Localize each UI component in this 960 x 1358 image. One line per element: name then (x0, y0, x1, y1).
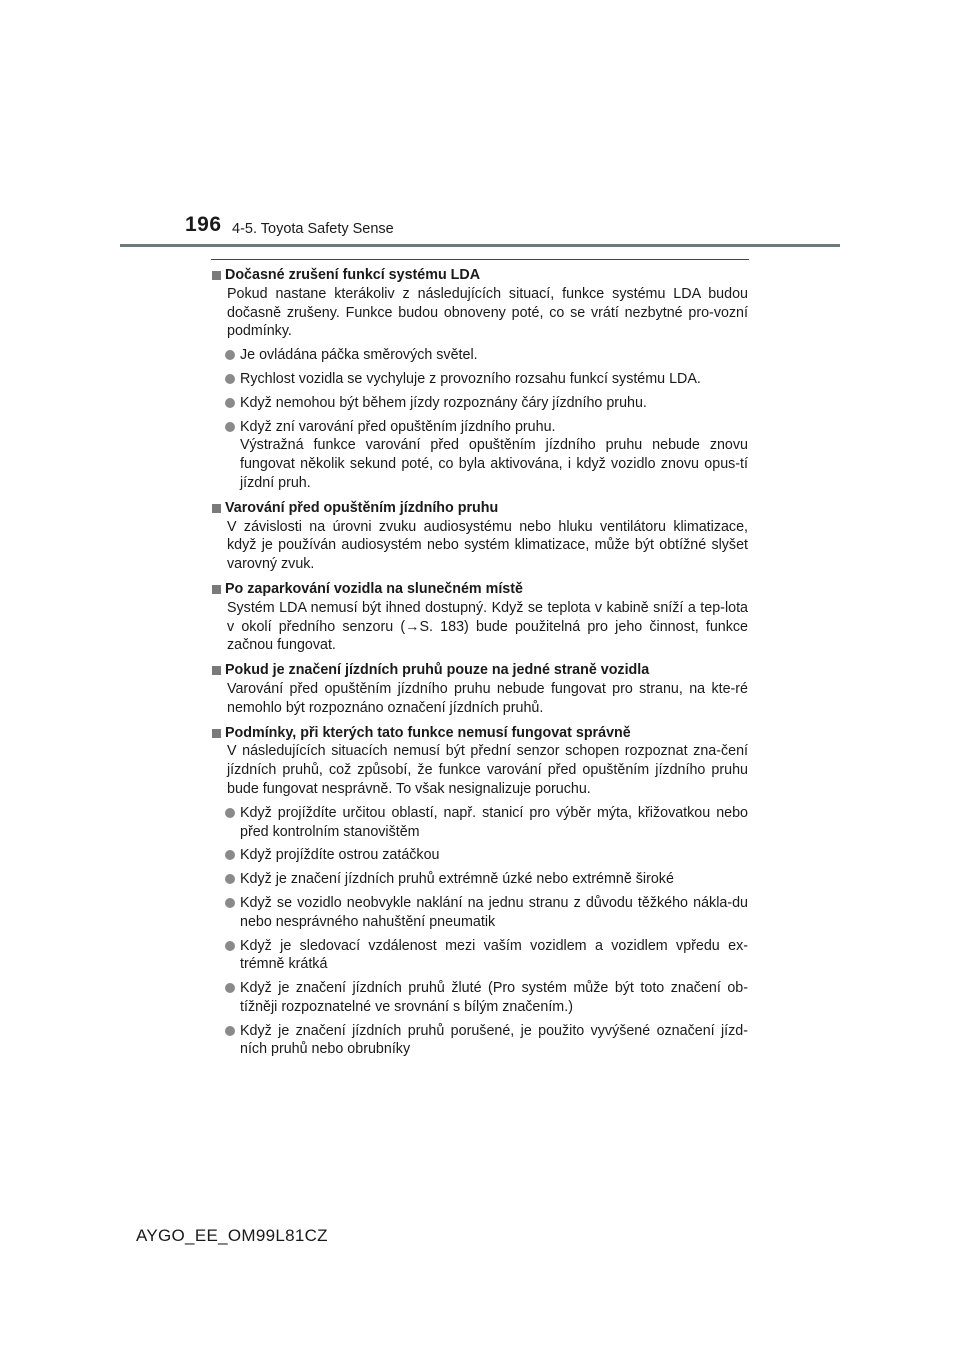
list-item (211, 870, 748, 889)
list-item-text: Když nemohou být během jízdy rozpoznány čáry jízdního pruhu. (240, 394, 647, 411)
list-item-text: Když se vozidlo neobvykle naklání na jednu stranu z důvodu těžkého nákla-du nebo nesprávného nahuštění pneumatik (240, 894, 748, 930)
content-section (211, 266, 748, 493)
list-item (211, 979, 748, 1017)
section-heading-text: Dočasné zrušení funkcí systému LDA (225, 267, 481, 283)
list-item (211, 937, 748, 975)
footer-code: AYGO_EE_OM99L81CZ (136, 1226, 328, 1245)
content-section (211, 499, 748, 574)
section-title: 4-5. Toyota Safety Sense (232, 221, 394, 237)
square-bullet-icon (212, 729, 221, 738)
square-bullet-icon (212, 271, 221, 280)
list-item (211, 346, 748, 365)
section-paragraph: Varování před opuštěním jízdního pruhu nebude fungovat pro stranu, na kte-ré nemohlo být rozpoznáno označení jízdních pruhů. (227, 680, 748, 716)
list-item (211, 894, 748, 932)
bullet-list (211, 804, 748, 1060)
list-item-text: Když projíždíte určitou oblastí, např. stanicí pro výběr mýta, křižovatkou nebo před kontrolním stanovištěm (240, 804, 748, 840)
list-item (211, 804, 748, 842)
section-heading (211, 266, 748, 285)
circle-bullet-icon (225, 808, 235, 818)
list-item-text: Když je značení jízdních pruhů extrémně úzké nebo extrémně široké (240, 871, 674, 888)
list-item (211, 846, 748, 865)
header-rule (120, 244, 840, 247)
square-bullet-icon (212, 585, 221, 594)
list-item (211, 1022, 748, 1060)
content-section (211, 661, 748, 717)
section-heading-text: Podmínky, při kterých tato funkce nemusí fungovat správně (225, 724, 631, 741)
section-paragraph: V závislosti na úrovni zvuku audiosystému nebo hluku ventilátoru klimatizace, když je používán audiosystém nebo systém klimatizace, může být obtížné slyšet varovný zvuk. (227, 518, 748, 573)
circle-bullet-icon (225, 941, 235, 951)
bullet-list (211, 346, 748, 493)
content-section (211, 580, 748, 655)
list-item-text: Když zní varování před opuštěním jízdního pruhu. Výstražná funkce varování před opuštěním jízdního pruhu nebude znovu fungovat několik sekund poté, co byla aktivována, i když vozidlo znovu opus-tí jízdní pruh. (240, 418, 748, 491)
circle-bullet-icon (225, 422, 235, 432)
list-item (211, 418, 748, 493)
circle-bullet-icon (225, 1026, 235, 1036)
list-item (211, 394, 748, 413)
list-item-text: Když je značení jízdních pruhů žluté (Pro systém může být toto značení ob-tížněji rozpoznatelné ve srovnání s bílým značením.) (240, 980, 748, 1015)
content-top-rule (211, 259, 749, 260)
section-paragraph: Pokud nastane kterákoliv z následujících situací, funkce systému LDA budou dočasně zrušeny. Funkce budou obnoveny poté, co se vrátí nezbytné pro-vozní podmínky. (227, 285, 748, 340)
square-bullet-icon (212, 504, 221, 513)
list-item (211, 370, 748, 389)
section-heading-text: Pokud je značení jízdních pruhů pouze na jedné straně vozidla (225, 662, 650, 679)
list-item-text: Když projíždíte ostrou zatáčkou (240, 847, 440, 864)
section-paragraph: V následujících situacích nemusí být přední senzor schopen rozpoznat zna-čení jízdních pruhů, což způsobí, že funkce varování před opuštěním jízdního pruhu bude fungovat nesprávně. To však nesignalizuje poruchu. (227, 743, 748, 797)
list-item-text: Když je sledovací vzdálenost mezi vaším vozidlem a vozidlem vpředu ex-trémně krátká (240, 937, 748, 973)
circle-bullet-icon (225, 374, 235, 384)
circle-bullet-icon (225, 398, 235, 408)
page-number: 196 (185, 213, 222, 236)
list-item-text: Je ovládána páčka směrových světel. (240, 347, 478, 364)
section-heading (211, 661, 748, 680)
square-bullet-icon (212, 666, 221, 675)
section-heading (211, 580, 748, 599)
circle-bullet-icon (225, 898, 235, 908)
list-item-text: Rychlost vozidla se vychyluje z provozního rozsahu funkcí systému LDA. (240, 370, 701, 387)
section-heading-text: Varování před opuštěním jízdního pruhu (225, 499, 499, 516)
list-item-text: Když je značení jízdních pruhů porušené, je použito vyvýšené označení jízd-ních pruhů nebo obrubníky (240, 1022, 748, 1058)
section-heading (211, 499, 748, 518)
section-heading-text: Po zaparkování vozidla na slunečném místě (225, 580, 523, 597)
content-area (211, 266, 748, 1065)
content-section (211, 724, 748, 1060)
section-paragraph: Systém LDA nemusí být ihned dostupný. Když se teplota v kabině sníží a tep-lota v okolí předního senzoru (→S. 183) bude použitelná pro jeho činnost, funkce začnou fungovat. (227, 599, 748, 654)
section-heading (211, 724, 748, 743)
